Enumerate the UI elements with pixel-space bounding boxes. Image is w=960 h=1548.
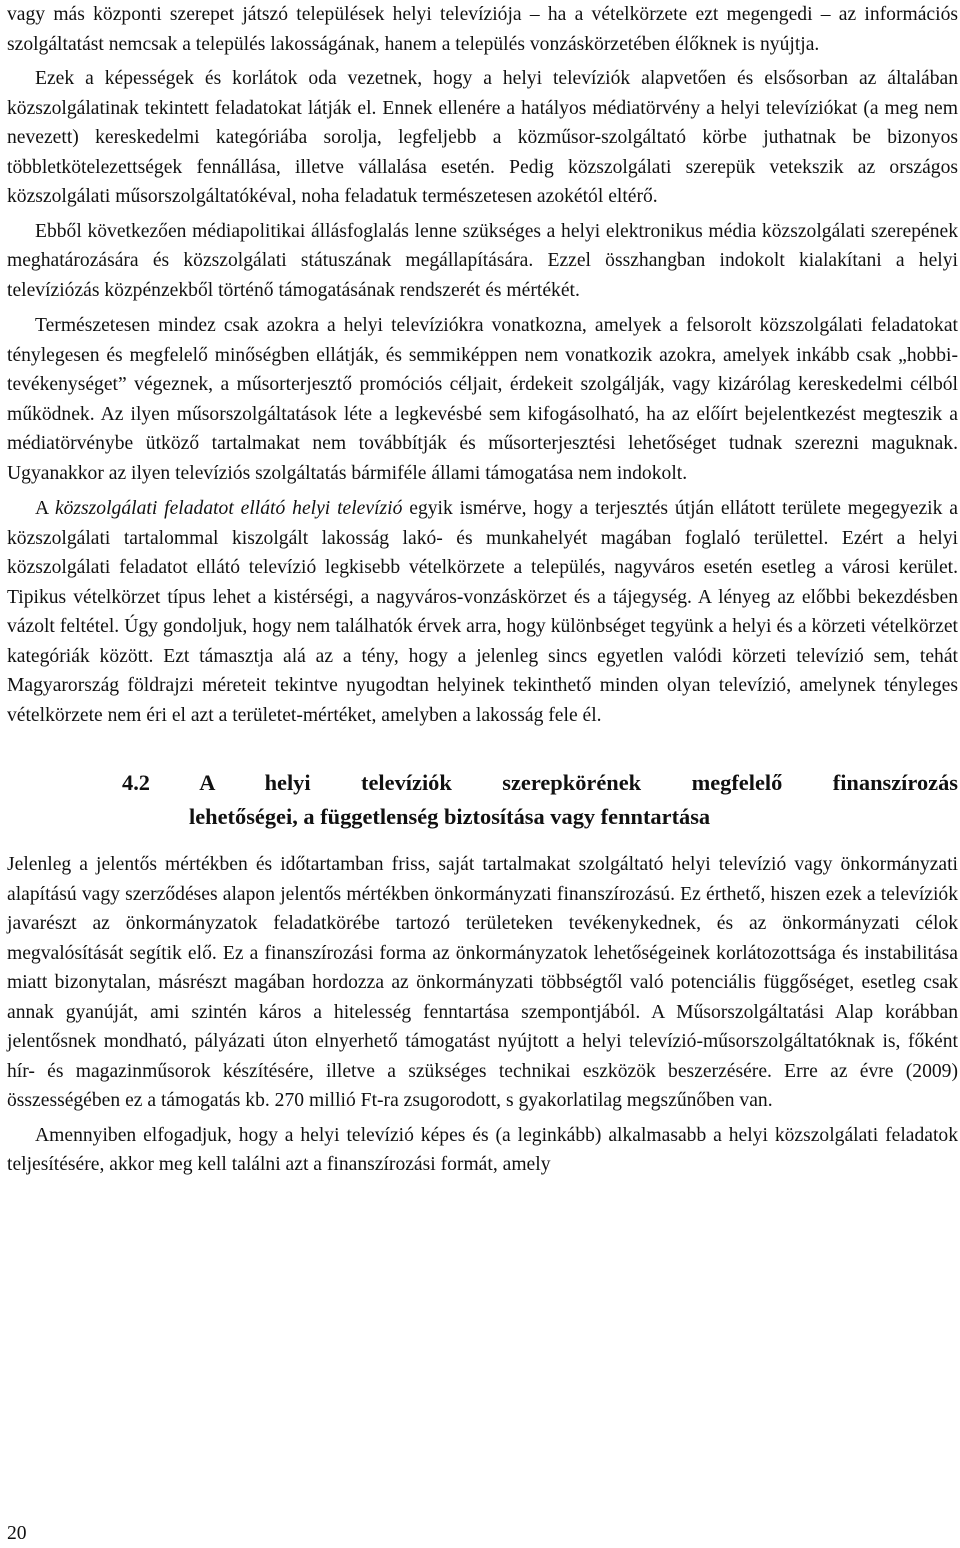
paragraph-4: Természetesen mindez csak azokra a helyi televíziókra vonatkozna, amelyek a felsorolt közszolgálati feladatokat ténylegesen és megfelelő minőségben ellátják, és semmiképpen nem vonatkozik azokra, amelyek inkább csak „hobbi-tevékenységet” végeznek, a műsorterjesztő promóciós céljait, érdekeit szolgálják, vagy kizárólag kereskedelmi célból működnek. Az ilyen műsorszolgáltatások léte a legkevésbé sem kifogásolható, ha az előírt bejelentkezést megteszik a médiatörvénybe ütköző tartalmakat nem továbbítják és műsorterjesztési lehetőséget tudnak szerezni maguknak. Ugyanakkor az ilyen televíziós szolgáltatás bármiféle állami támogatása nem indokolt. — [7, 315, 958, 484]
page-number: 20 — [7, 1523, 27, 1544]
paragraph-2: Ezek a képességek és korlátok oda vezetnek, hogy a helyi televíziók alapvetően és elsősorban az általában közszolgálatinak tekintett feladatokat látják el. Ennek ellenére a hatályos médiatörvény a helyi televíziókat (a meg nem nevezett) kereskedelmi kategóriába sorolja, legfeljebb a közműsor-szolgáltató körbe juthatnak be bizonyos többletkötelezettségek fennállása, illetve vállalása esetén. Pedig közszolgálati szerepük vetekszik az országos közszolgálati műsorszolgáltatókéval, noha feladatuk természetesen azokétól eltérő. — [7, 68, 958, 207]
paragraph-6: Jelenleg a jelentős mértékben és időtartamban friss, saját tartalmakat szolgáltató helyi televízió vagy önkormányzati alapítású vagy szerződéses alapon jelentős mértékben önkormányzati finanszírozású. Ez érthető, hiszen ezek a televíziók javarészt az önkormányzatok feladatkörébe tartozó területeken tevékenykednek, és az önkormányzati célok megvalósítását segítik elő. Ez a finanszírozási forma az önkormányzatok lehetőségeinek korlátozottsága és instabilitása miatt bizonytalan, másrészt magában hordozza az önkormányzati többségtől való potenciális függőséget, esetleg csak annak gyanúját, ami szintén káros a hitelesség fenntartása szempontjából. A Műsorszolgáltatási Alap korábban jelentősnek mondható, pályázati úton elnyerhető támogatást nyújtott a helyi televízió-műsorszolgáltatóknak is, főként hír- és magazinműsorok készítésére, illetve a szükséges technikai eszközök beszerzésére. Erre az évre (2009) összességében ez a támogatás kb. 270 millió Ft-ra zsugorodott, s gyakorlatilag megszűnőben van. — [7, 854, 958, 1111]
section-number: 4.2 — [122, 770, 150, 795]
section-title-line-1: A helyi televíziók szerepkörének megfelelő finanszírozás — [199, 770, 958, 795]
paragraph-5-emphasis: közszolgálati feladatot ellátó helyi televízió — [54, 498, 403, 519]
paragraph-5-body: egyik ismérve, hogy a terjesztés útján ellátott területe megegyezik a közszolgálati tartalommal kiszolgált lakosság lakó- és munkahelyét magában foglaló területtel. Ezért a helyi közszolgálati feladatot ellátó televízió legkisebb vételkörzete a település, nagyváros esetén esetleg a városi kerület. Tipikus vételkörzet típus lehet a kistérségi, a nagyváros-vonzáskörzet és a tájegység. A lényeg az előbbi bekezdésben vázolt feltétel. Úgy gondoljuk, hogy nem találhatók érvek arra, hogy különbséget tegyünk a helyi és a körzeti vételkörzet kategóriák között. Ezt támasztja alá az a tény, hogy a jelenleg sincs egyetlen valódi körzeti televízió sem, tehát Magyarország földrajzi méreteit tekintve nyugodtan helyinek tekinthető minden olyan televízió, amelynek tényleges vételkörzete nem éri el azt a területet-mértéket, amelyben a lakosság fele él. — [7, 498, 958, 726]
section-title-line-2: lehetőségei, a függetlenség biztosítása vagy fenntartása — [189, 804, 711, 829]
section-heading-line-1 — [122, 766, 958, 800]
paragraph-3: Ebből következően médiapolitikai állásfoglalás lenne szükséges a helyi elektronikus média közszolgálati szerepének meghatározására és közszolgálati státuszának megállapítására. Ezzel összhangban indokolt kialakítani a helyi televíziózás közpénzekből történő támogatásának rendszerét és mértékét. — [7, 220, 958, 301]
paragraph-7: Amennyiben elfogadjuk, hogy a helyi televízió képes és (a leginkább) alkalmasabb a helyi közszolgálati feladatok teljesítésére, akkor meg kell találni azt a finanszírozási formát, amely — [7, 1124, 958, 1175]
paragraph-1: vagy más központi szerepet játszó települések helyi televíziója – ha a vételkörzete ezt megengedi – az információs szolgáltatást nemcsak a település lakosságának, hanem a település vonzáskörzetében élőknek is nyújtja. — [7, 4, 958, 55]
paragraph-5 — [7, 494, 958, 730]
paragraph-5-lead: A — [35, 498, 55, 519]
document-page — [7, 0, 958, 1180]
section-heading — [7, 766, 958, 834]
